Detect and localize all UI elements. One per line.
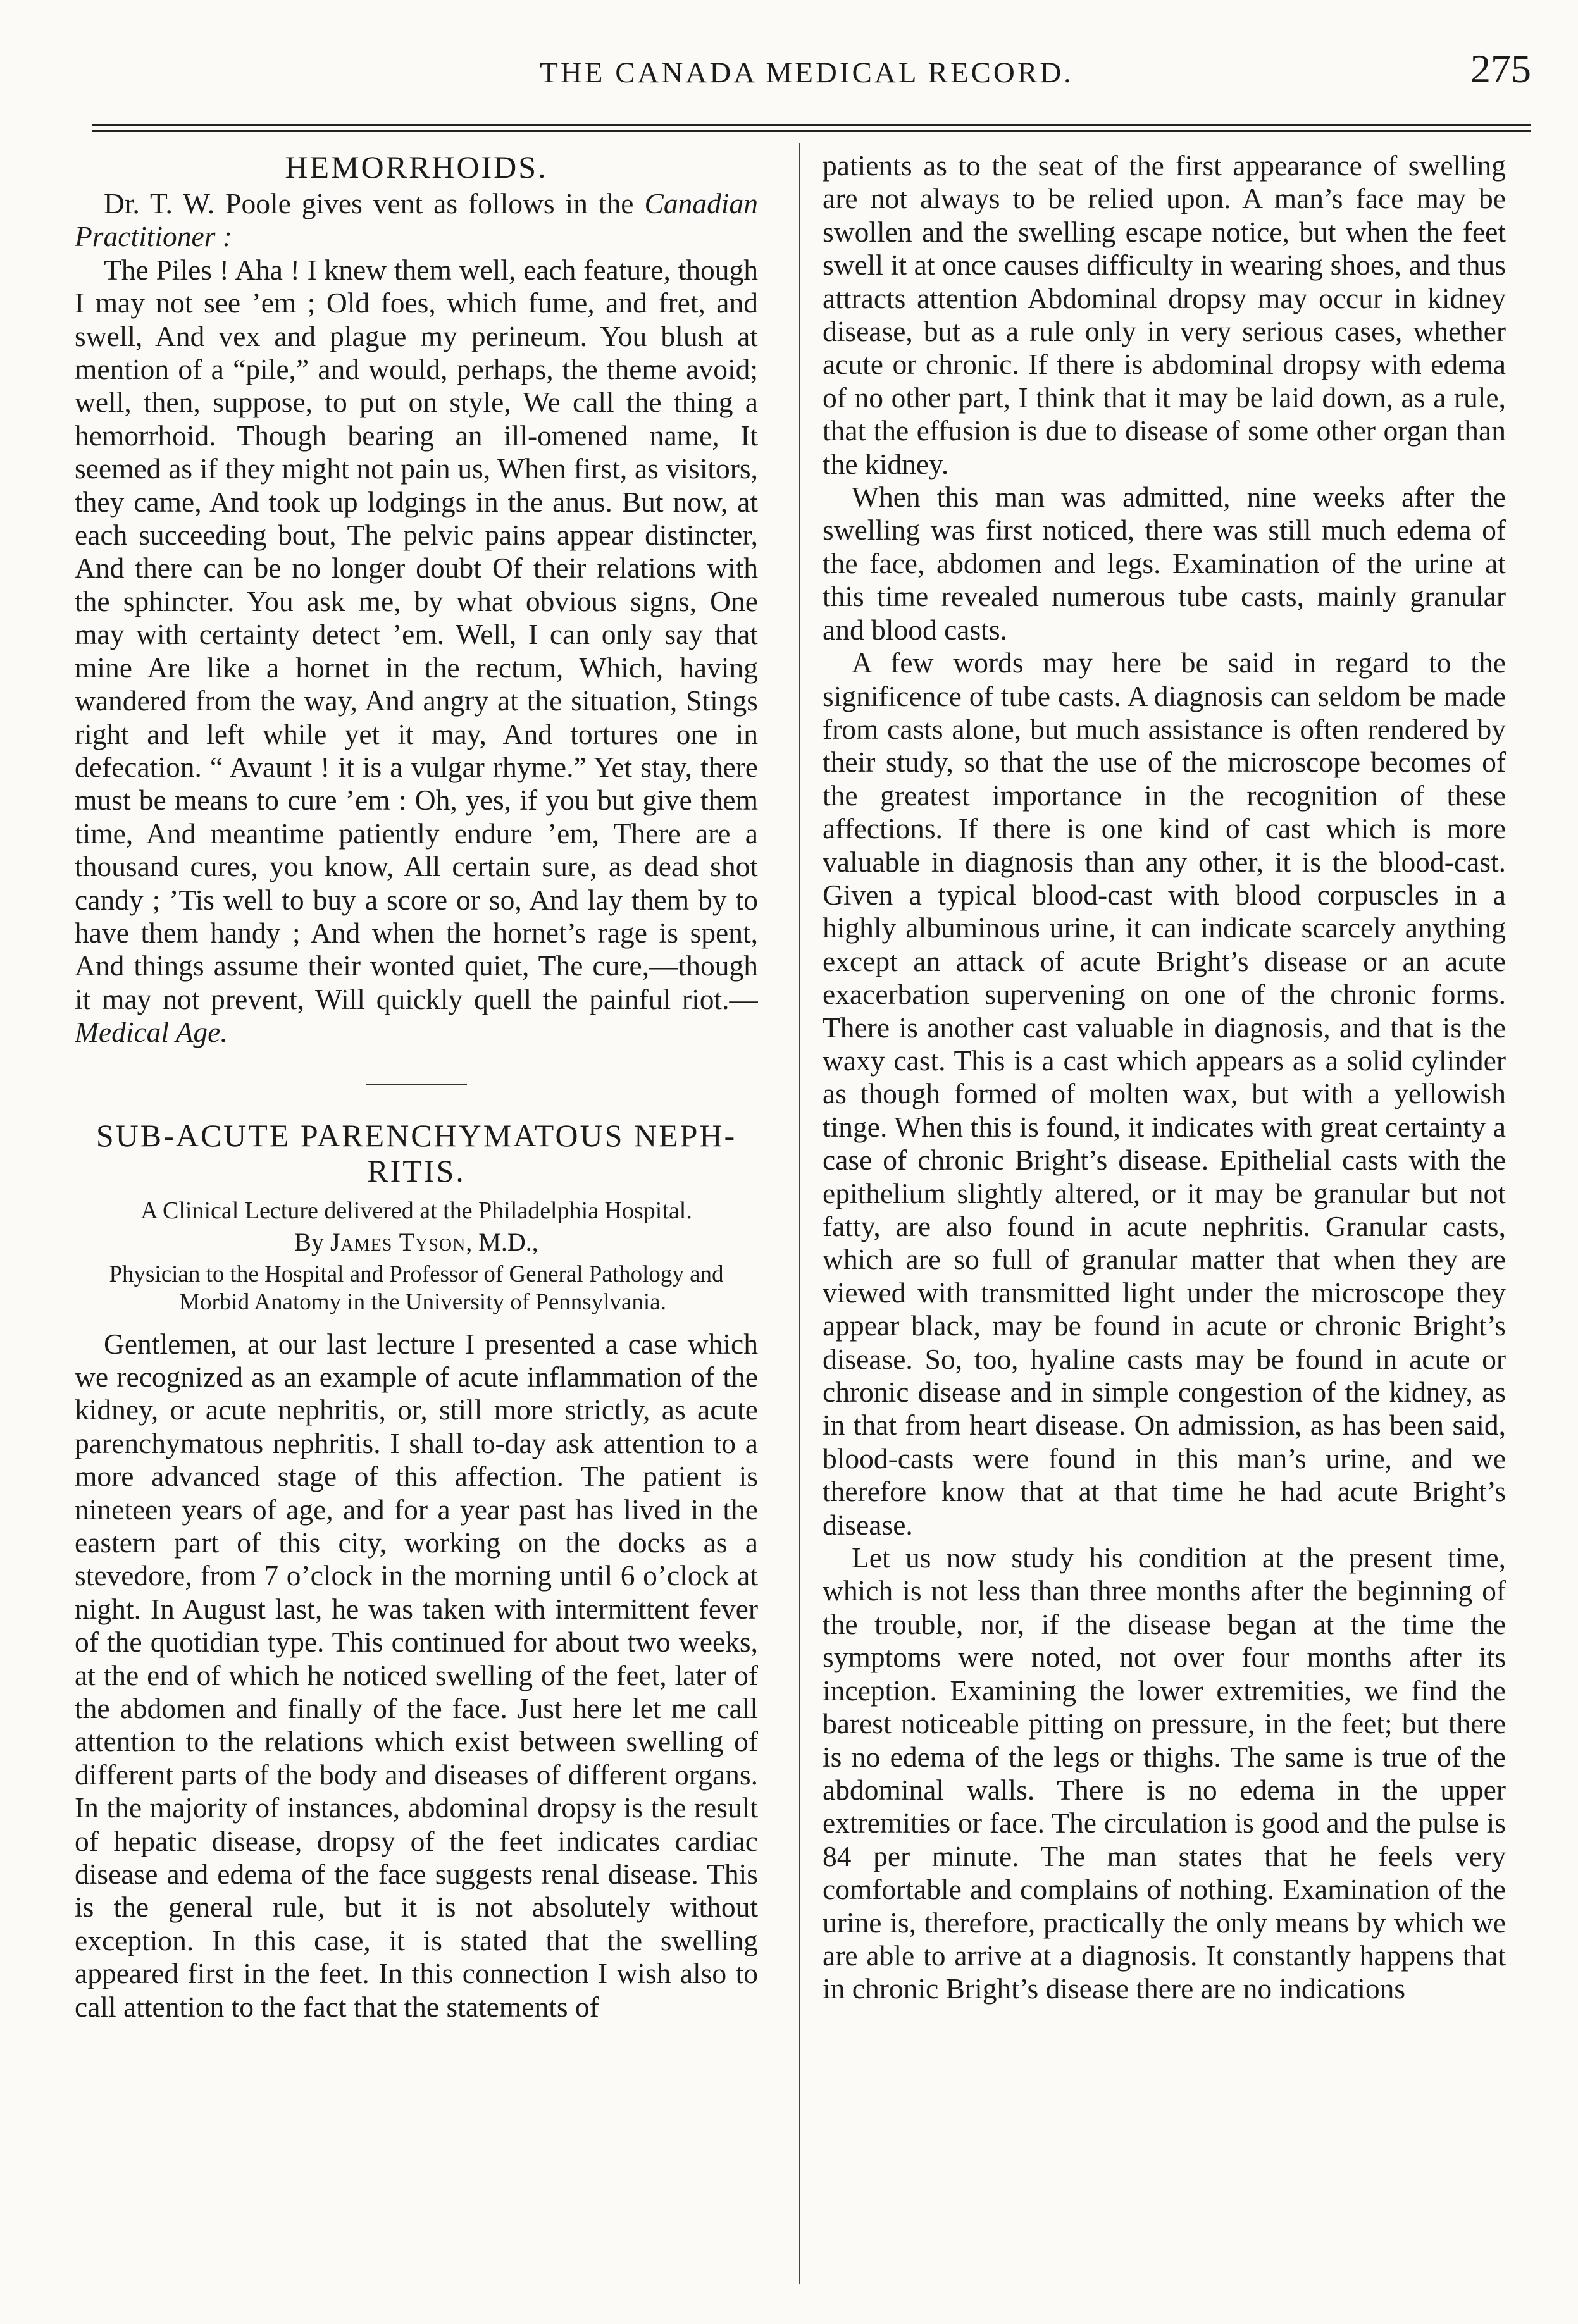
hemorrhoids-heading: HEMORRHOIDS. (285, 149, 548, 185)
byline-prefix: By (294, 1227, 324, 1256)
lecture-paragraph-4: Let us now study his condition at the present time, which is not less than three months after the beginning of the trouble, nor, if the disease began at the time the symptoms were noted, not over four months after its inception. Examining the lower extremities, we find the barest noticeable pitting on pressure, in the feet; but there is no edema of the legs or thighs. The same is true of the abdominal walls. There is no edema in the upper extremities or face. The circulation is good and the pulse is 84 per minute. The man states that he feels very comfortable and complains of nothing. Examination of the urine is, therefore, practically the only means by which we are able to arrive at a diagnosis. It constantly happens that in chronic Bright’s disease there are no indications (823, 1542, 1506, 2005)
intro-source: Canadian Practitioner : (75, 187, 758, 253)
nephritis-heading-line2: RITIS. (367, 1153, 466, 1189)
poem-source: Medical Age. (75, 1016, 228, 1049)
author-affiliation: Physician to the Hospital and Professor of General Pathology and Morbid Anatomy in the University of Pennsylvania. (109, 1261, 724, 1315)
byline-suffix: , M.D., (466, 1227, 538, 1256)
header-rule (92, 124, 1531, 126)
author-name: James Tyson (330, 1227, 466, 1256)
byline (75, 1227, 758, 1258)
left-column (75, 149, 758, 2300)
page-number: 275 (1470, 46, 1531, 91)
hemorrhoids-intro (75, 187, 758, 254)
intro-text: Dr. T. W. Poole gives vent as follows in the (104, 187, 634, 219)
lecture-subtitle: A Clinical Lecture delivered at the Philadelphia Hospital. (140, 1197, 692, 1224)
lecture-paragraph-1-continued: patients as to the seat of the first appearance of swelling are not always to be relied upon. A man’s face may be swollen and the swelling escape notice, but when the feet swell it at once causes difficulty in wearing shoes, and thus attracts attention Abdominal dropsy may occur in kidney disease, but as a rule only in very serious cases, whether acute or chronic. If there is abdominal dropsy with edema of no other part, I think that it may be laid down, as a rule, that the effusion is due to disease of some other organ than the kidney. (823, 149, 1506, 480)
nephritis-heading-line1: SUB-ACUTE PARENCHYMATOUS NEPH- (96, 1117, 737, 1153)
nephritis-heading (75, 1118, 758, 1189)
right-column (823, 149, 1506, 2300)
lecture-paragraph-1: Gentlemen, at our last lecture I presented a case which we recognized as an example of acute inflammation of the kidney, or acute nephritis, or, still more strictly, as acute parenchymatous nephritis. I shall to-day ask attention to a more advanced stage of this affection. The patient is nineteen years of age, and for a year past has lived in the eastern part of this city, working on the docks as a stevedore, from 7 o’clock in the morning until 6 o’clock at night. In August last, he was taken with intermittent fever of the quotidian type. This continued for about two weeks, at the end of which he noticed swelling of the feet, later of the abdomen and finally of the face. Just here let me call attention to the relations which exist between swelling of different parts of the body and diseases of different organs. In the majority of instances, abdominal dropsy is the result of hepatic disease, dropsy of the feet indicates cardiac disease and edema of the face suggests renal disease. This is the general rule, but it is not absolutely without exception. In this case, it is stated that the swelling appeared first in the feet. In this connection I wish also to call attention to the fact that the statements of (75, 1327, 758, 2023)
running-head (82, 38, 1531, 108)
poem-text: The Piles ! Aha ! I knew them well, each feature, though I may not see ’em ; Old foes, which fume, and fret, and swell, And vex and plague my perineum. You blush at mention of a “pile,” and would, perhaps, the theme avoid; well, then, suppose, to put on style, We call the thing a hemorrhoid. Though bearing an ill-omened name, It seemed as if they might not pain us, When first, as visitors, they came, And took up lodgings in the anus. But now, at each succeeding bout, The pelvic pains appear distincter, And there can be no longer doubt Of their relations with the sphincter. You ask me, by what obvious signs, One may with certainty detect ’em. Well, I can only say that mine Are like a hornet in the rectum, Which, having wandered from the way, And angry at the situation, Stings right and left while yet it may, And tortures one in defecation. “ Avaunt ! it is a vulgar rhyme.” Yet stay, there must be means to cure ’em : Oh, yes, if you but give them time, And meantime patiently endure ’em, There are a thousand cures, you know, All certain sure, as dead shot candy ; ’Tis well to buy a score or so, And lay them by to have them handy ; And when the hornet’s rage is spent, And things assume their wonted quiet, The cure,—though it may not prevent, Will quickly quell the painful riot.— (75, 253, 758, 1015)
column-divider (799, 143, 800, 2284)
section-divider (366, 1084, 467, 1085)
header-rule-thin (92, 130, 1531, 132)
journal-title: THE CANADA MEDICAL RECORD. (540, 56, 1074, 89)
hemorrhoids-body (75, 254, 758, 1049)
lecture-paragraph-3: A few words may here be said in regard to the significence of tube casts. A diagnosis can seldom be made from casts alone, but much assistance is often rendered by their study, so that the use of the microscope becomes of the greatest importance in the recognition of these affections. If there is one kind of cast which is more valuable in diagnosis than any other, it is the blood-cast. Given a typical blood-cast with blood corpuscles in a highly albuminous urine, it can indicate scarcely anything except an attack of acute Bright’s disease or an acute exacerbation supervening on one of the chronic forms. There is another cast valuable in diagnosis, and that is the waxy cast. This is a cast which appears as a solid cylinder as though formed of molten wax, but with a yellowish tinge. When this is found, it indicates with great certainty a case of chronic Bright’s disease. Epithelial casts with the epithelium slightly altered, or it may be granular but not fatty, are also found in acute nephritis. Granular casts, which are so full of granular matter that when they are viewed with transmitted light under the microscope they appear black, may be found in acute or chronic Bright’s disease. So, too, hyaline casts may be found in acute or chronic disease and in simple congestion of the kidney, as in that from heart disease. On admission, as has been said, blood-casts were found in this man’s urine, and we therefore know that at that time he had acute Bright’s disease. (823, 646, 1506, 1541)
lecture-paragraph-2: When this man was admitted, nine weeks after the swelling was first noticed, there was still much edema of the face, abdomen and legs. Examination of the urine at this time revealed numerous tube casts, mainly granular and blood casts. (823, 481, 1506, 646)
